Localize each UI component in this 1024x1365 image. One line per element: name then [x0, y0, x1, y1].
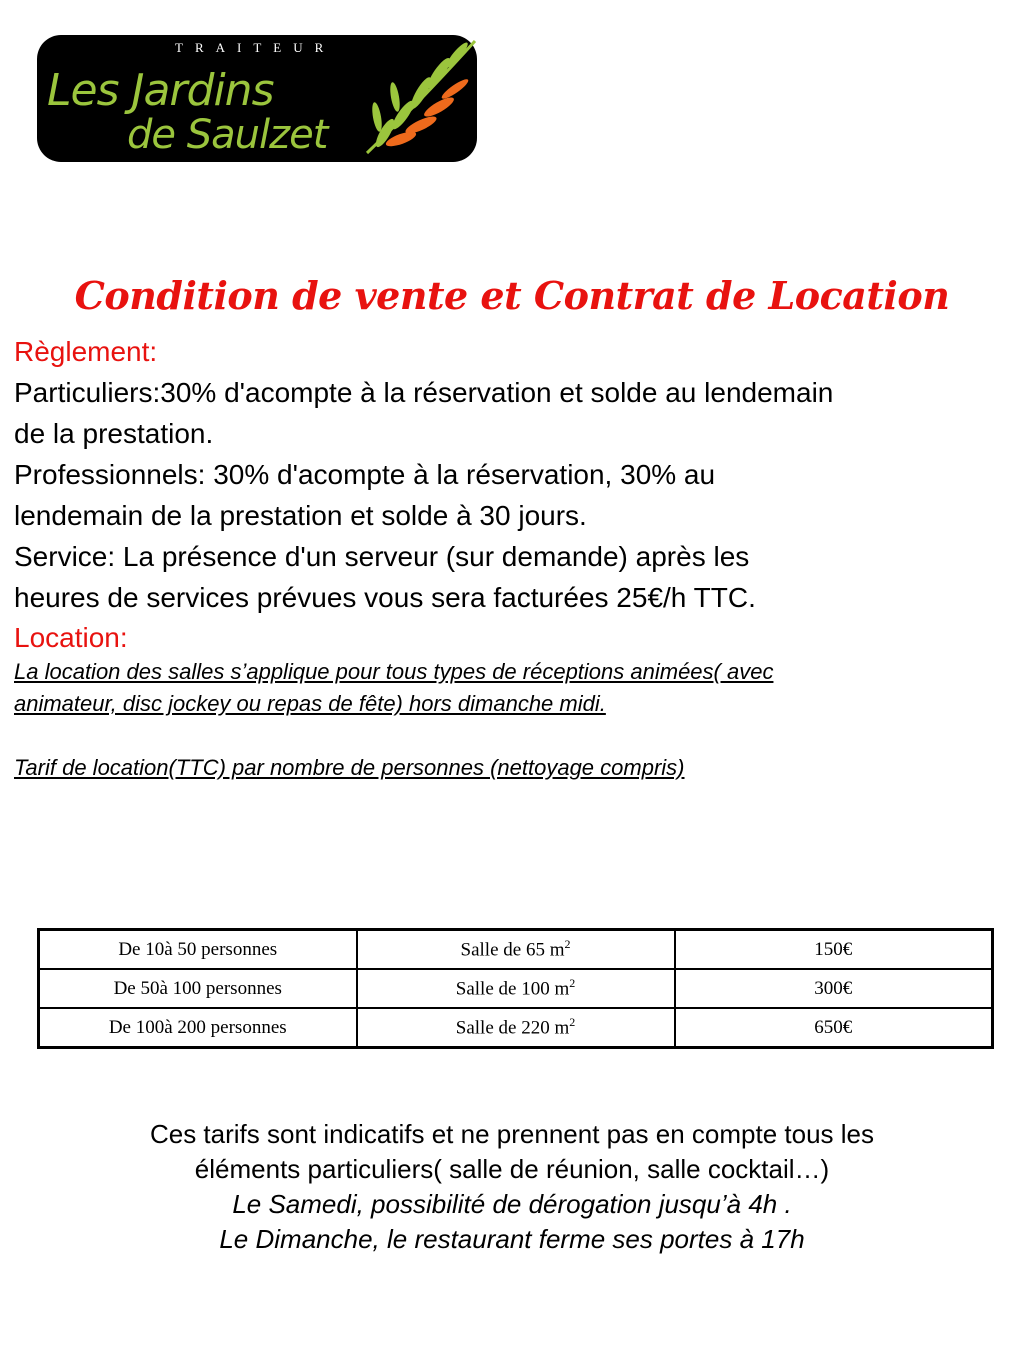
persons-cell: De 10à 50 personnes: [39, 930, 357, 970]
room-cell: [357, 930, 675, 970]
table-row: [39, 930, 993, 970]
room-superscript: 2: [564, 937, 571, 952]
logo-line2: de Saulzet: [127, 112, 328, 158]
service-line-1: Service: La présence d'un serveur (sur demande) après les: [14, 541, 750, 572]
footer-line-3: Le Samedi, possibilité de dérogation jusqu’à 4h .: [232, 1189, 792, 1219]
room-cell: [357, 1008, 675, 1048]
room-superscript: 2: [569, 1015, 576, 1030]
persons-cell: De 100à 200 personnes: [39, 1008, 357, 1048]
table-row: [39, 1008, 993, 1048]
footer-line-4: Le Dimanche, le restaurant ferme ses portes à 17h: [219, 1224, 805, 1254]
footer-line-1: Ces tarifs sont indicatifs et ne prennent pas en compte tous les: [149, 1119, 875, 1149]
professionnels-line-2: lendemain de la prestation et solde à 30 jours.: [14, 500, 587, 531]
room-superscript: 2: [569, 976, 576, 991]
page-title: Condition de vente et Contrat de Location: [74, 273, 950, 318]
company-logo: [37, 35, 477, 162]
logo-line1: Les Jardins: [47, 65, 274, 116]
logo-traiteur: TRAITEUR: [175, 40, 336, 55]
location-desc-line-2: animateur, disc jockey ou repas de fête) hors dimanche midi.: [14, 691, 606, 716]
professionnels-line-1: Professionnels: 30% d'acompte à la réservation, 30% au: [14, 459, 716, 490]
persons-cell: De 50à 100 personnes: [39, 969, 357, 1008]
particuliers-paragraph: [14, 372, 1018, 454]
location-description: [14, 656, 773, 720]
service-line-2: heures de services prévues vous sera facturées 25€/h TTC.: [14, 582, 756, 613]
professionnels-paragraph: [14, 454, 1018, 536]
room-label: Salle de 65 m: [460, 939, 565, 961]
particuliers-line-2: de la prestation.: [14, 418, 214, 449]
service-paragraph: [14, 536, 1018, 618]
price-cell: 300€: [675, 969, 993, 1008]
room-label: Salle de 220 m: [455, 1017, 570, 1039]
reglement-heading: Règlement:: [14, 336, 158, 367]
tarif-table: [37, 928, 994, 1049]
price-cell: 150€: [675, 930, 993, 970]
location-heading: Location:: [14, 622, 128, 653]
table-row: [39, 969, 993, 1008]
room-label: Salle de 100 m: [455, 978, 570, 1000]
price-cell: 650€: [675, 1008, 993, 1048]
tarif-caption: Tarif de location(TTC) par nombre de personnes (nettoyage compris): [14, 755, 685, 780]
footer-line-2: éléments particuliers( salle de réunion, salle cocktail…): [194, 1154, 830, 1184]
location-desc-line-1: La location des salles s’applique pour tous types de réceptions animées( avec: [14, 659, 774, 684]
room-cell: [357, 969, 675, 1008]
particuliers-line-1: Particuliers:30% d'acompte à la réservation et solde au lendemain: [14, 377, 834, 408]
